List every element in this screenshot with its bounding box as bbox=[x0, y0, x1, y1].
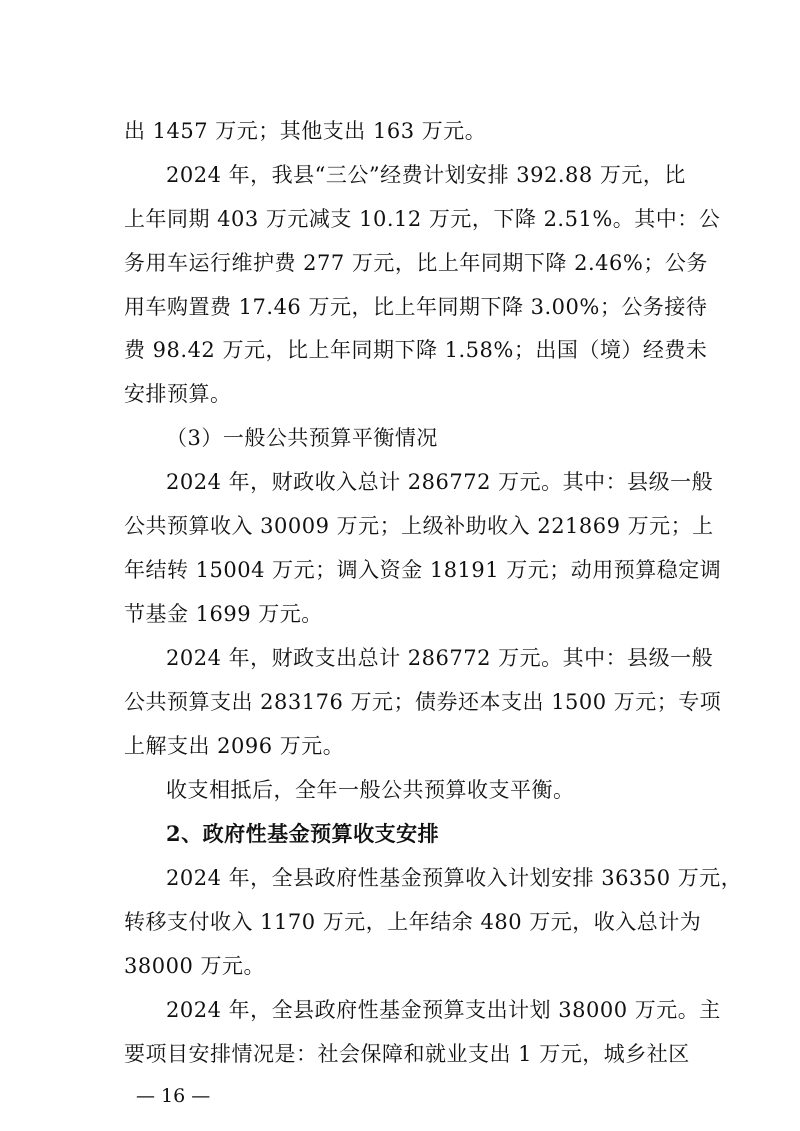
paragraph-line: 公共预算支出 283176 万元；债券还本支出 1500 万元；专项 bbox=[124, 690, 722, 714]
paragraph-line: 上解支出 2096 万元。 bbox=[124, 734, 345, 758]
paragraph-line: 2024 年，全县政府性基金预算支出计划 38000 万元。主 bbox=[166, 998, 721, 1022]
paragraph-line: 用车购置费 17.46 万元，比上年同期下降 3.00%；公务接待 bbox=[124, 295, 708, 319]
section-subheading: （3）一般公共预算平衡情况 bbox=[166, 426, 438, 450]
paragraph-line: 务用车运行维护费 277 万元，比上年同期下降 2.46%；公务 bbox=[124, 251, 708, 275]
paragraph-line: 转移支付收入 1170 万元，上年结余 480 万元，收入总计为 bbox=[124, 910, 702, 934]
paragraph-line: 2024 年，财政支出总计 286772 万元。其中：县级一般 bbox=[166, 646, 714, 670]
paragraph-line: 出 1457 万元；其他支出 163 万元。 bbox=[124, 119, 487, 143]
paragraph-line: 要项目安排情况是：社会保障和就业支出 1 万元，城乡社区 bbox=[124, 1042, 690, 1066]
paragraph-line: 公共预算收入 30009 万元；上级补助收入 221869 万元；上 bbox=[124, 514, 714, 538]
paragraph-line: 38000 万元。 bbox=[124, 954, 265, 978]
paragraph-line: 节基金 1699 万元。 bbox=[124, 602, 323, 626]
paragraph-line: 2024 年，全县政府性基金预算收入计划安排 36350 万元， bbox=[166, 866, 743, 890]
paragraph-line: 2024 年，财政收入总计 286772 万元。其中：县级一般 bbox=[166, 470, 714, 494]
page-number: — 16 — bbox=[136, 1085, 211, 1107]
paragraph-line: 费 98.42 万元，比上年同期下降 1.58%；出国（境）经费未 bbox=[124, 338, 708, 362]
section-heading: 2、政府性基金预算收支安排 bbox=[166, 821, 440, 846]
paragraph-line: 收支相抵后，全年一般公共预算收支平衡。 bbox=[166, 778, 575, 802]
paragraph-line: 年结转 15004 万元；调入资金 18191 万元；动用预算稳定调 bbox=[124, 558, 722, 582]
paragraph-line: 2024 年，我县“三公”经费计划安排 392.88 万元，比 bbox=[166, 163, 686, 187]
paragraph-line: 上年同期 403 万元减支 10.12 万元，下降 2.51%。其中：公 bbox=[124, 207, 721, 231]
paragraph-line: 安排预算。 bbox=[124, 382, 232, 406]
